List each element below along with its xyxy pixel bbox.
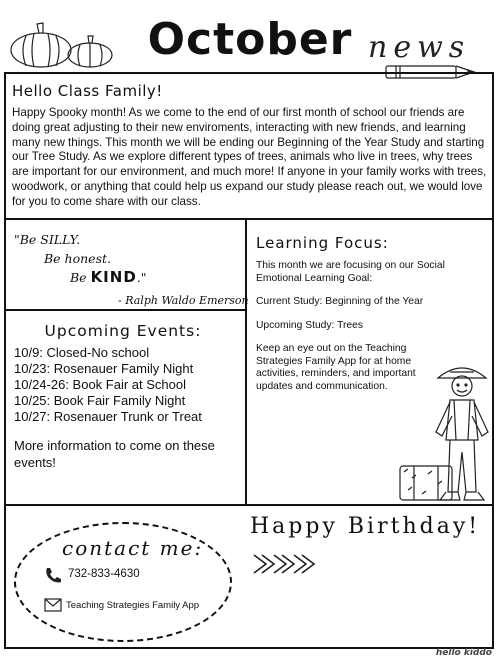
contact-phone[interactable]: 732-833-4630 bbox=[68, 568, 140, 580]
quote-kind: KIND bbox=[90, 268, 137, 286]
learning-current: Current Study: Beginning of the Year bbox=[256, 296, 424, 307]
hello-body: Happy Spooky month! As we come to the end of our first month of school our friends are doing great adjusting to their new enviroments, interacting with new friends, and learning many new things. This month we will be ending our Beginning of the Year Study and starting our Tree Study. As we explore different types of trees, animals who live in trees, why trees are important for our environment, and much more! If anyone in your family works with trees, woodwork, or anything that could help us expand our study please reach out, we would love for you to come share with our class. bbox=[12, 106, 487, 208]
mail-icon bbox=[44, 598, 62, 612]
hello-heading: Hello Class Family! bbox=[12, 82, 163, 100]
event-item: 10/9: Closed-No school bbox=[14, 345, 150, 360]
learning-heading: Learning Focus: bbox=[256, 234, 389, 252]
chevron-arrows-icon bbox=[252, 552, 316, 576]
hay-bale-icon bbox=[398, 458, 454, 504]
birthday-heading: Happy Birthday! bbox=[250, 514, 481, 539]
contact-heading: contact me: bbox=[62, 536, 204, 560]
event-item: 10/27: Rosenauer Trunk or Treat bbox=[14, 409, 202, 424]
event-item: 10/24-26: Book Fair at School bbox=[14, 377, 186, 392]
contact-app: Teaching Strategies Family App bbox=[66, 600, 200, 611]
event-item: 10/23: Rosenauer Family Night bbox=[14, 361, 194, 376]
learning-upcoming: Upcoming Study: Trees bbox=[256, 320, 364, 331]
learning-app-note: Keep an eye out on the Teaching Strategies Family App for at home activities, reminders, and important updates and communication. bbox=[256, 343, 416, 392]
newsletter-title: October bbox=[147, 14, 353, 65]
quote-author: - Ralph Waldo Emerson bbox=[118, 294, 249, 307]
divider bbox=[4, 218, 494, 220]
events-more: More information to come on these events! bbox=[14, 438, 215, 470]
divider bbox=[4, 504, 494, 506]
brand-logo: hello kiddo bbox=[435, 648, 492, 658]
quote-line: "Be SILLY. bbox=[14, 232, 81, 247]
quote-line: Be honest. bbox=[44, 251, 111, 266]
phone-icon bbox=[44, 566, 62, 584]
quote-text: ." bbox=[136, 270, 147, 285]
quote-text: Be bbox=[70, 270, 91, 285]
event-item: 10/25: Book Fair Family Night bbox=[14, 393, 186, 408]
newsletter-subtitle: news bbox=[368, 30, 471, 65]
events-heading: Upcoming Events: bbox=[44, 322, 202, 340]
learning-intro: This month we are focusing on our Social Emotional Learning Goal: bbox=[256, 260, 445, 284]
